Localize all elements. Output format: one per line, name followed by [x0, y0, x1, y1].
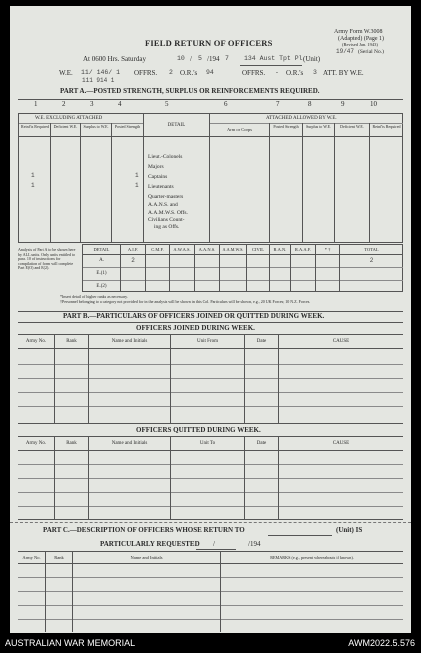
army-form-revised: (Revised Jan. 1943) [342, 42, 378, 47]
date-day: 10 [177, 55, 185, 62]
attached-header: ATTACHED ALLOWED BY W.E. [266, 116, 337, 121]
archive-name: AUSTRALIAN WAR MEMORIAL [5, 638, 136, 648]
column-numbers: 1 2 3 4 5 6 7 8 9 10 [34, 100, 377, 108]
analysis-row-e2: E.(2) [96, 284, 107, 289]
offrs2-label: OFFRS. [242, 69, 266, 77]
captains-posted: 1 [135, 172, 139, 179]
army-form-label: Army Form W.3008 [334, 29, 383, 35]
ors2-label: O.R.'s [286, 69, 304, 77]
offrs-label: OFFRS. [134, 69, 158, 77]
analysis-row-a: A. [99, 258, 104, 263]
year-label: /194 [207, 55, 220, 63]
part-c-unit-is: (Unit) IS [336, 526, 363, 534]
date-month: 5 [198, 55, 202, 62]
offrs2-value: - [275, 69, 279, 76]
archive-footer [0, 633, 421, 653]
lieutenants-reinfs: 1 [31, 182, 35, 189]
we-excluding-header: W.E. EXCLUDING ATTACHED [35, 116, 103, 121]
quitted-title: OFFICERS QUITTED DURING WEEK. [136, 426, 261, 434]
rank-list [148, 152, 188, 231]
rank-lieutenants: Lieutenants [148, 184, 174, 190]
rank-civilians: Civilians Count- [148, 217, 185, 223]
captains-reinfs: 1 [31, 172, 35, 179]
army-form-adapted: (Adapted) (Page 1) [338, 36, 384, 42]
analysis-total-value: 2 [369, 257, 374, 264]
rank-quartermasters: Quarter-masters [148, 194, 184, 200]
ors2-value: 3 [313, 69, 317, 76]
part-c-date: /194 [248, 540, 261, 548]
analysis-table: DETAIL A.I.F. C.M.F. A.W.A.S. A.A.N.S. A.A.M.W.S. CIVIL R.A.N. R.A.A.F. * † TOTAL A. E.(1) E.(2) 2 2 [82, 244, 403, 292]
ors-label: O.R.'s [180, 69, 198, 77]
rank-aans: A.A.N.S. and [148, 202, 178, 208]
part-c-title: PART C.—DESCRIPTION OF OFFICERS WHOSE RETURN TO [43, 526, 245, 534]
we-number: 11/ 146/ 1 [81, 69, 121, 76]
form-title: FIELD RETURN OF OFFICERS [145, 38, 273, 48]
footnote-2: †Personnel belonging to a category not provided for in the analysis will be shown in this Col. Particulars will be shown, e.g., 20 UK Forces; 10 N.Z. Forces. [60, 299, 311, 304]
serial-number: 19/47 [336, 48, 355, 55]
part-a-title: PART A.—POSTED STRENGTH, SURPLUS OR REINFORCEMENTS REQUIRED. [60, 87, 320, 95]
joined-table: Army No. Rank Name and Initials Unit From Date CAUSE [18, 334, 403, 424]
analysis-note: Analysis of Part A to be shown here by ALL units. Only units entitled to para. 10 of instructions for compilation of form will complete Part E(O) and E(2). [18, 247, 76, 271]
part-c-table: Army No. Rank Name and Initials REMARKS (e.g., present whereabouts if known). [18, 551, 403, 631]
analysis-aif-value: 2 [131, 257, 135, 264]
year-digit: 7 [225, 55, 229, 62]
footnote-1: *Insert detail of higher ranks as necessary. [60, 294, 128, 299]
lieutenants-posted: 1 [135, 182, 139, 189]
quitted-table: Army No. Rank Name and Initials Unit To Date CAUSE [18, 436, 403, 520]
rank-captains: Captains [148, 174, 168, 180]
form-sheet: Army Form W.3008 (Adapted) (Page 1) (Revised Jan. 1943) 19/47 (Serial No.) FIELD RETURN OF OFFICERS At 0600 Hrs. Saturday 10 / 5 /194 7 134 Aust Tpt Pl (Unit) W.E. 11/ 146/ 1 111 914 1 OFFRS. 2 O.R.'s 94 OFFRS. - O.R.'s 3 ATT. BY W.E. PART A.—POSTED STRENGTH, SURPLUS OR REINFORCEMENTS REQUIRED. 1 2 3 4 5 6 7 8 9 10 W.E. EXCLUDING ATTACHED ATTACHED ALLOWED BY W.E. Reinf'ts Required Deficient W.E. Surplus to W.E. Posted Strength DETAIL Arm or Corps Posted Strength Surplus to W.E. Deficient W.E. Reinf'ts Required Lieut.-Colonels Majors Captains Lieutenants Quarter-masters A.A.N.S. and A.A.M.W.S. Offs. Civilians Count- ing as Offs. 1 1 1 1 Analysis of Part A to be shown here by ALL units. Only units entitled to para. 10 of instructions for compilation of form will complete Part E(O) and E(2). DETAIL A.I.F. C.M.F. A.W.A.S. A.A.N.S. A.A.M.W.S. CIVIL R.A.N. R.A.A.F. * † TOTAL A. E.(1) E.(2) 2 2 *Insert detail of higher ranks as necessary. †Personnel belonging to a category not provided for in the analysis will be shown in this Col. Particulars will be shown, e.g., 20 UK Forces; 10 N.Z. Forces. PART B.—PARTICULARS OF OFFICERS JOINED OR QUITTED DURING WEEK. OFFICERS JOINED DURING WEEK. Army No. Rank Name and Initials Unit From Date CAUSE OFFICERS QUITTED DURING WEEK. Army No. Rank Name and Initials Unit To Date CAUSE PART C.—DESCRIPTION OF OFFICERS WHOSE RETURN TO (Unit) IS PARTICULARLY REQUESTED / /194 Army No. Rank Name and Initials REMARKS (e.g., present whereabouts if known). [10, 6, 411, 633]
archive-accession: AWM2022.5.576 [348, 638, 415, 648]
serial-label: (Serial No.) [358, 49, 384, 55]
rank-aamws: A.A.M.W.S. Offs. [148, 210, 188, 216]
part-c-requested: PARTICULARLY REQUESTED [100, 540, 200, 548]
analysis-row-e1: E.(1) [96, 271, 107, 276]
rank-civilians-cont: ing as Offs. [154, 224, 180, 230]
unit-name: 134 Aust Tpt Pl [244, 55, 303, 62]
offrs-value: 2 [169, 69, 173, 76]
rank-lt-colonels: Lieut.-Colonels [148, 154, 183, 160]
unit-label: (Unit) [303, 55, 321, 63]
we-number-2: 111 914 1 [82, 77, 115, 84]
at-hours-label: At 0600 Hrs. Saturday [83, 55, 146, 63]
rank-majors: Majors [148, 164, 164, 170]
ors-value: 94 [206, 69, 214, 76]
we-label: W.E. [59, 69, 73, 77]
strength-table: W.E. EXCLUDING ATTACHED ATTACHED ALLOWED BY W.E. Reinf'ts Required Deficient W.E. Surplus to W.E. Posted Strength DETAIL Arm or Corps Posted Strength Surplus to W.E. Deficient W.E. Reinf'ts Required Lieut.-Colonels Majors Captains Lieutenants Quarter-masters A.A.N.S. and A.A.M.W.S. Offs. Civilians Count- ing as Offs. 1 1 1 1 [18, 113, 403, 243]
part-b-title: PART B.—PARTICULARS OF OFFICERS JOINED OR QUITTED DURING WEEK. [63, 312, 325, 320]
joined-title: OFFICERS JOINED DURING WEEK. [136, 324, 255, 332]
att-by-we-label: ATT. BY W.E. [323, 69, 364, 77]
